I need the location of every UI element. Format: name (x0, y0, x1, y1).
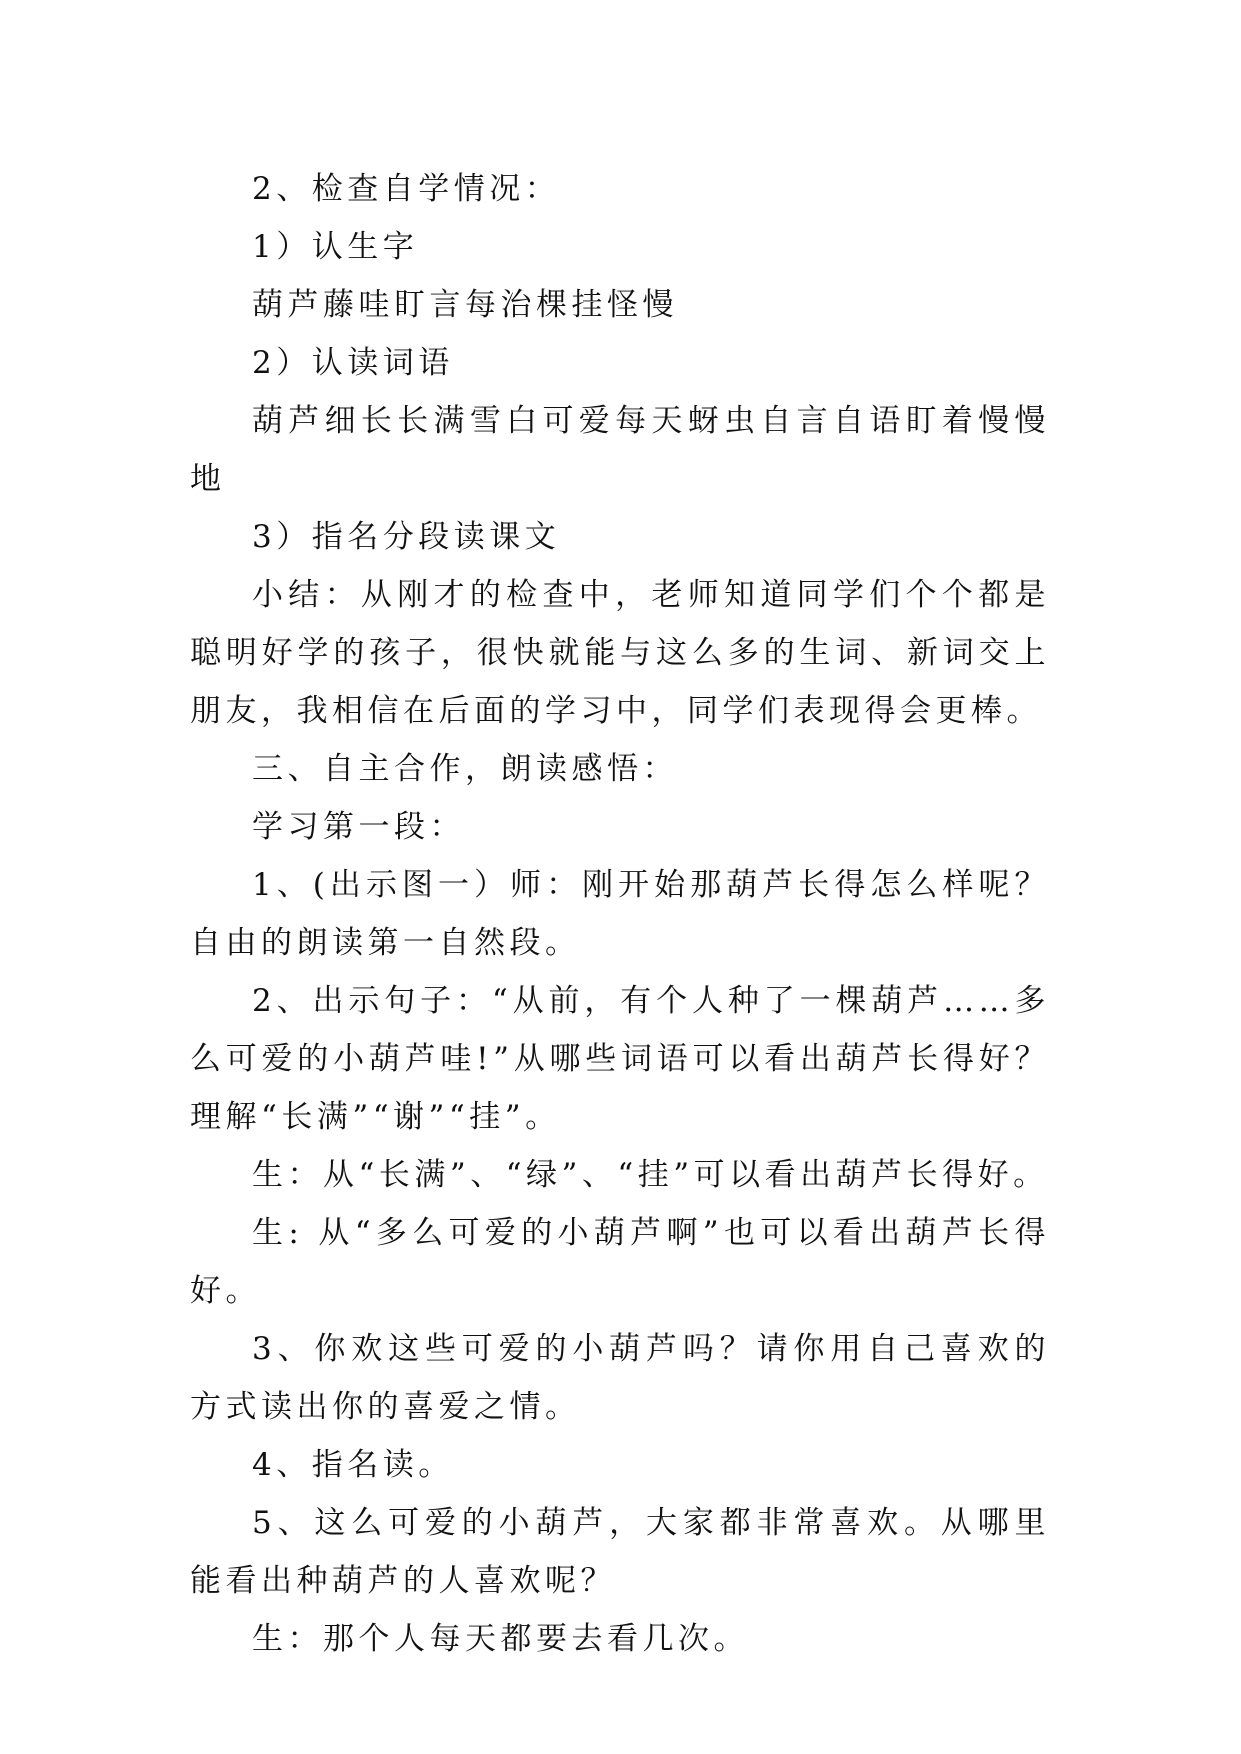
document-body (190, 160, 1050, 1668)
section-heading-cooperative-reading: 三、自主合作，朗读感悟： (252, 751, 678, 787)
paragraph-read-text-sections: 3）指名分段读课文 (252, 519, 561, 555)
paragraph-character-list: 葫芦藤哇盯言每治棵挂怪慢 (252, 287, 678, 323)
section-heading-first-paragraph: 学习第一段： (252, 809, 465, 845)
paragraph-step-5: 5、这么可爱的小葫芦，大家都非常喜欢。从哪里能看出种葫芦的人喜欢呢？ (190, 1505, 1050, 1599)
paragraph-word-list: 葫芦细长长满雪白可爱每天蚜虫自言自语盯着慢慢地 (190, 403, 1050, 497)
paragraph-step-3: 3、你欢这些可爱的小葫芦吗？请你用自己喜欢的方式读出你的喜爱之情。 (190, 1331, 1050, 1425)
paragraph-check-self-study: 2、检查自学情况： (252, 171, 561, 207)
paragraph-step-2: 2、出示句子：“从前，有个人种了一棵葫芦……多么可爱的小葫芦哇!”从哪些词语可以看出葫芦长得好？理解“长满”“谢”“挂”。 (190, 983, 1050, 1135)
paragraph-step-4: 4、指名读。 (252, 1447, 454, 1483)
paragraph-step-1: 1、(出示图一）师：刚开始那葫芦长得怎么样呢？自由的朗读第一自然段。 (190, 867, 1050, 961)
paragraph-summary: 小结：从刚才的检查中，老师知道同学们个个都是聪明好学的孩子，很快就能与这么多的生词、新词交上朋友，我相信在后面的学习中，同学们表现得会更棒。 (190, 577, 1050, 729)
paragraph-student-answer-2: 生: 从“多么可爱的小葫芦啊”也可以看出葫芦长得好。 (190, 1215, 1050, 1309)
paragraph-student-answer-3: 生：那个人每天都要去看几次。 (252, 1621, 749, 1657)
paragraph-recognize-characters: 1）认生字 (252, 229, 419, 265)
paragraph-read-words: 2）认读词语 (252, 345, 454, 381)
paragraph-student-answer-1: 生：从“长满”、“绿”、“挂”可以看出葫芦长得好。 (252, 1157, 1049, 1193)
